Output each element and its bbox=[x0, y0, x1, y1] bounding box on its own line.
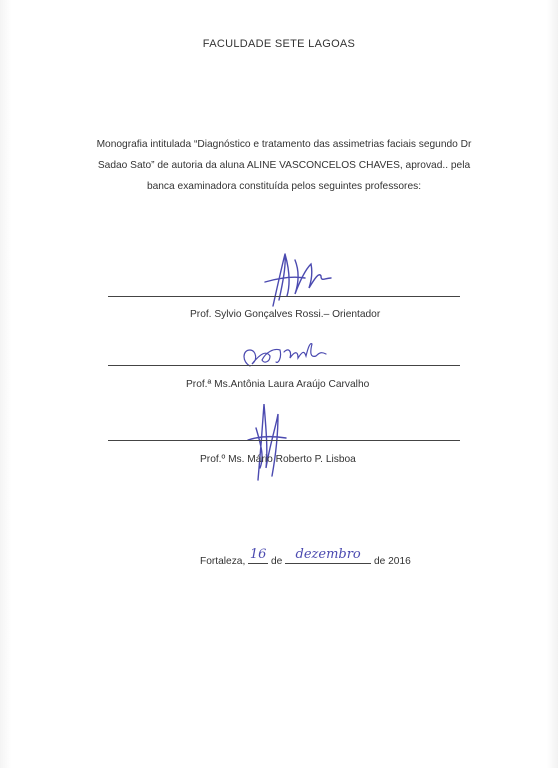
statement-line-1: Monografia intitulada “Diagnóstico e tratamento das assimetrias faciais segundo Dr bbox=[96, 139, 472, 150]
signature-3 bbox=[242, 398, 292, 484]
signature-2 bbox=[236, 338, 336, 372]
signature-line-2 bbox=[108, 365, 460, 366]
statement-line-3: banca examinadora constituída pelos seguintes professores: bbox=[146, 181, 422, 192]
institution-title: FACULDADE SETE LAGOAS bbox=[202, 38, 356, 50]
signatory-name-1: Prof. Sylvio Gonçalves Rossi.– Orientador bbox=[190, 309, 381, 320]
signatory-name-2: Prof.ª Ms.Antônia Laura Araújo Carvalho bbox=[186, 379, 370, 390]
date-year: de 2016 bbox=[371, 556, 411, 567]
signatory-name-3: Prof.º Ms. Mário Roberto P. Lisboa bbox=[200, 454, 356, 465]
date-day: 16 bbox=[249, 547, 267, 562]
signature-line-3 bbox=[108, 440, 460, 441]
date-month: dezembro bbox=[295, 547, 361, 562]
statement-line-2a: Sadao Sato” de autoria da aluna bbox=[97, 160, 247, 171]
statement-line-2b: , aprovad.. pela bbox=[399, 160, 471, 171]
date-de: de bbox=[268, 556, 286, 567]
date-city: Fortaleza, bbox=[200, 556, 249, 567]
signature-line-1 bbox=[108, 296, 460, 297]
signature-1 bbox=[255, 248, 345, 310]
date-month-blank bbox=[285, 547, 371, 564]
date-day-blank bbox=[248, 547, 268, 564]
date-line bbox=[200, 547, 411, 567]
approval-statement bbox=[80, 134, 488, 197]
statement-line-2 bbox=[80, 155, 488, 176]
student-name: ALINE VASCONCELOS CHAVES bbox=[246, 160, 400, 171]
